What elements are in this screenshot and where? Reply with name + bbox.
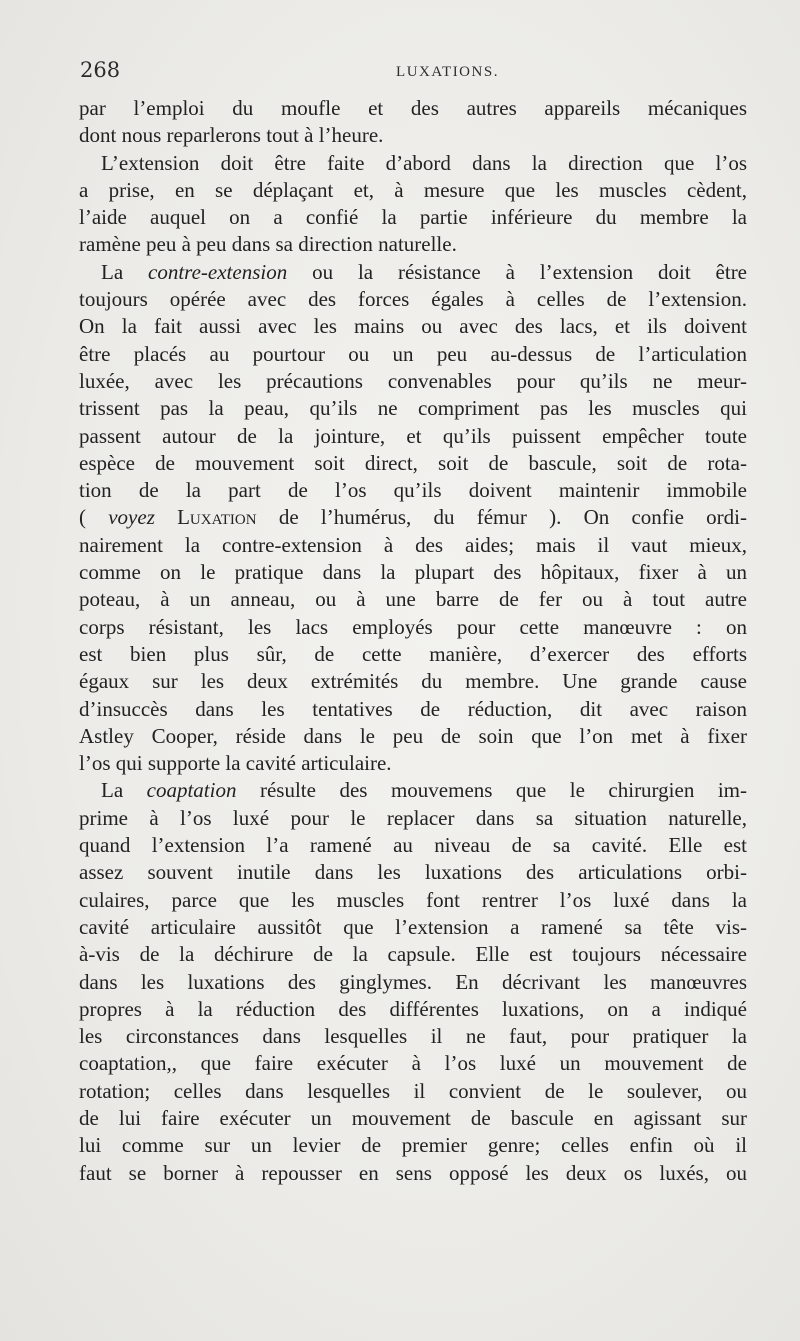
text-line: lui comme sur un levier de premier genre; celles enfin où il bbox=[79, 1133, 747, 1158]
text-line: L’extension doit être faite d’abord dans la direction que l’os bbox=[101, 150, 747, 175]
text-line: égaux sur les deux extrémités du membre. Une grande cause bbox=[79, 669, 747, 694]
text-line: corps résistant, les lacs employés pour cette manœuvre : on bbox=[79, 614, 747, 639]
text-segment: ( bbox=[79, 505, 109, 530]
text-line: rotation; celles dans lesquelles il convient de le soulever, ou bbox=[79, 1078, 747, 1103]
text-line: quand l’extension l’a ramené au niveau de sa cavité. Elle est bbox=[79, 833, 747, 858]
text-segment: ou la résistance à l’extension doit être bbox=[287, 259, 748, 284]
body-text bbox=[79, 95, 747, 1187]
text-segment bbox=[155, 505, 177, 529]
text-segment: La bbox=[101, 259, 149, 284]
text-line: dont nous reparlerons tout à l’heure. bbox=[79, 123, 384, 148]
text-line: faut se borner à repousser en sens opposé les deux os luxés, ou bbox=[79, 1160, 747, 1185]
running-head: LUXATIONS. bbox=[396, 64, 499, 80]
text-line: luxée, avec les précautions convenables pour qu’ils ne meur- bbox=[79, 368, 747, 393]
text-line: à-vis de la déchirure de la capsule. Elle est toujours nécessaire bbox=[79, 942, 747, 967]
text-line bbox=[79, 777, 747, 804]
text-line: nairement la contre-extension à des aides; mais il vaut mieux, bbox=[79, 532, 747, 557]
text-line: passent autour de la jointure, et qu’ils puissent empêcher toute bbox=[79, 423, 747, 448]
text-segment: de l’humérus, du fémur ). On confie ordi- bbox=[256, 505, 748, 530]
italic-term: voyez bbox=[108, 505, 155, 530]
text-segment: résulte des mouvemens que le chirurgien im- bbox=[236, 778, 747, 803]
text-line bbox=[79, 504, 747, 531]
text-line: ramène peu à peu dans sa direction naturelle. bbox=[79, 232, 457, 257]
text-line: Astley Cooper, réside dans le peu de soin que l’on met à fixer bbox=[79, 723, 747, 748]
text-line: coaptation,, que faire exécuter à l’os luxé un mouvement de bbox=[79, 1051, 747, 1076]
text-line: par l’emploi du moufle et des autres appareils mécaniques bbox=[79, 96, 747, 120]
text-line: On la fait aussi avec les mains ou avec des lacs, et ils doivent bbox=[79, 314, 747, 339]
text-line: les circonstances dans lesquelles il ne faut, pour pratiquer la bbox=[79, 1024, 747, 1049]
italic-term: contre-extension bbox=[148, 259, 288, 284]
text-line: assez souvent inutile dans les luxations des articulations orbi- bbox=[79, 860, 747, 885]
text-line: trissent pas la peau, qu’ils ne compriment pas les muscles qui bbox=[79, 396, 747, 421]
small-caps-term: Luxation bbox=[177, 505, 257, 530]
text-line bbox=[79, 259, 747, 286]
text-line: toujours opérée avec des forces égales à celles de l’extension. bbox=[79, 287, 747, 312]
text-line: propres à la réduction des différentes luxations, on a indiqué bbox=[79, 996, 747, 1021]
text-line: culaires, parce que les muscles font rentrer l’os luxé dans la bbox=[79, 887, 747, 912]
text-line: cavité articulaire aussitôt que l’extension a ramené sa tête vis- bbox=[79, 914, 747, 939]
page-header bbox=[80, 58, 745, 88]
italic-term: coaptation bbox=[146, 778, 237, 803]
text-line: prime à l’os luxé pour le replacer dans sa situation naturelle, bbox=[79, 805, 747, 830]
text-line: de lui faire exécuter un mouvement de bascule en agissant sur bbox=[79, 1105, 747, 1130]
text-line: l’aide auquel on a confié la partie inférieure du membre la bbox=[79, 205, 747, 230]
text-line: espèce de mouvement soit direct, soit de bascule, soit de rota- bbox=[79, 450, 747, 475]
text-line: a prise, en se déplaçant et, à mesure que les muscles cèdent, bbox=[79, 177, 747, 202]
page-number: 268 bbox=[80, 58, 121, 82]
text-line: être placés au pourtour ou un peu au-dessus de l’articulation bbox=[79, 341, 747, 366]
text-line: est bien plus sûr, de cette manière, d’exercer des efforts bbox=[79, 641, 747, 666]
text-line: comme on le pratique dans la plupart des hôpitaux, fixer à un bbox=[79, 560, 747, 585]
text-segment: La bbox=[101, 778, 147, 803]
text-line: d’insuccès dans les tentatives de réduction, dit avec raison bbox=[79, 696, 747, 721]
text-line: tion de la part de l’os qu’ils doivent maintenir immobile bbox=[79, 478, 747, 503]
text-line: dans les luxations des ginglymes. En décrivant les manœuvres bbox=[79, 969, 747, 994]
text-line: poteau, à un anneau, ou à une barre de fer ou à tout autre bbox=[79, 587, 747, 612]
text-line: l’os qui supporte la cavité articulaire. bbox=[79, 751, 392, 776]
